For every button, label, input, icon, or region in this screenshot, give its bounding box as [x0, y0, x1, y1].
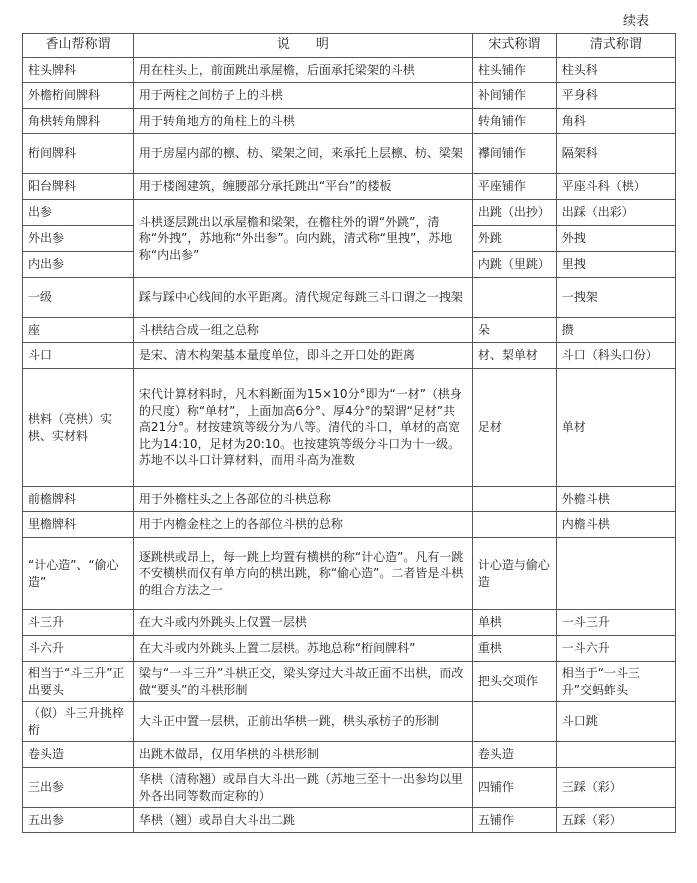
table-row [23, 538, 676, 610]
song-term-cell: 转角铺作 [472, 109, 556, 134]
description-cell: 在大斗或内外跳头上仅置一层栱 [133, 610, 472, 636]
description-cell: 用于楼阁建筑，缠腰部分承托跳出“平台”的楼板 [133, 174, 472, 200]
qing-term-cell: 相当于“一斗三升”交蚂蚱头 [556, 662, 675, 702]
table-row [23, 487, 676, 512]
xiangshan-term-cell: 一级 [23, 278, 134, 318]
xiangshan-term-cell: 前檐牌科 [23, 487, 134, 512]
xiangshan-term-cell: 相当于“斗三升”正出要头 [23, 662, 134, 702]
qing-term-cell: 外拽 [556, 226, 675, 252]
bracket-terminology-table [22, 33, 676, 833]
song-term-cell [472, 512, 556, 538]
song-term-cell: 平座铺作 [472, 174, 556, 200]
qing-term-cell: 平座斗科（栱） [556, 174, 675, 200]
description-cell: 在大斗或内外跳头上置二层栱。苏地总称“桁间牌科” [133, 636, 472, 662]
table-row [23, 636, 676, 662]
xiangshan-term-cell: 柱头牌科 [23, 58, 134, 83]
xiangshan-term-cell: 阳台牌科 [23, 174, 134, 200]
song-term-cell: 补间铺作 [472, 83, 556, 109]
description-cell: 用于两柱之间枋子上的斗栱 [133, 83, 472, 109]
description-cell: 大斗正中置一层栱，正前出华栱一跳，栱头承枋子的形制 [133, 702, 472, 742]
table-row [23, 109, 676, 134]
qing-term-cell: 出踩（出彩） [556, 200, 675, 226]
table-row [23, 808, 676, 833]
description-cell: 斗栱逐层跳出以承屋檐和梁架，在檐柱外的谓“外跳”，清称“外拽”，苏地称“外出参”。向内跳，清式称“里拽”，苏地称“内出参” [133, 200, 472, 278]
table-row [23, 702, 676, 742]
description-cell: 华栱（清称翘）或昂自大斗出一跳（苏地三至十一出参均以里外各出同等数而定称的） [133, 768, 472, 808]
xiangshan-term-cell: 外出参 [23, 226, 134, 252]
qing-term-cell [556, 538, 675, 610]
xiangshan-term-cell: 座 [23, 318, 134, 343]
qing-term-cell: 平身科 [556, 83, 675, 109]
qing-term-cell: 斗口跳 [556, 702, 675, 742]
qing-term-cell: 外檐斗栱 [556, 487, 675, 512]
description-cell: 斗栱结合成一组之总称 [133, 318, 472, 343]
description-cell: 用于房屋内部的檩、枋、梁架之间，来承托上层檩、枋、梁架 [133, 134, 472, 174]
description-cell: 踩与踩中心线间的水平距离。清代规定每跳三斗口谓之一拽架 [133, 278, 472, 318]
qing-term-cell: 一拽架 [556, 278, 675, 318]
xiangshan-term-cell: （似）斗三升挑梓桁 [23, 702, 134, 742]
table-row [23, 318, 676, 343]
description-cell: 梁与“一斗三升”斗栱正交，梁头穿过大斗故正面不出栱，而改做“要头”的斗栱形制 [133, 662, 472, 702]
song-term-cell [472, 487, 556, 512]
table-row [23, 768, 676, 808]
description-cell: 用于转角地方的角柱上的斗栱 [133, 109, 472, 134]
header-description: 说 明 [133, 34, 472, 58]
song-term-cell [472, 702, 556, 742]
xiangshan-term-cell: 内出参 [23, 252, 134, 278]
qing-term-cell: 攒 [556, 318, 675, 343]
table-row [23, 369, 676, 487]
song-term-cell: 计心造与偷心造 [472, 538, 556, 610]
description-cell: 用于内檐金柱之上的各部位斗栱的总称 [133, 512, 472, 538]
song-term-cell: 朵 [472, 318, 556, 343]
song-term-cell: 五铺作 [472, 808, 556, 833]
xiangshan-term-cell: 斗口 [23, 343, 134, 369]
xiangshan-term-cell: 斗六升 [23, 636, 134, 662]
song-term-cell: 重栱 [472, 636, 556, 662]
xiangshan-term-cell: 栱料（亮栱）实栱、实材料 [23, 369, 134, 487]
song-term-cell: 四铺作 [472, 768, 556, 808]
xiangshan-term-cell: 外檐桁间牌科 [23, 83, 134, 109]
song-term-cell: 材、栔单材 [472, 343, 556, 369]
table-row [23, 134, 676, 174]
table-row [23, 200, 676, 226]
header-song-term: 宋式称谓 [472, 34, 556, 58]
xiangshan-term-cell: 三出参 [23, 768, 134, 808]
qing-term-cell: 一斗六升 [556, 636, 675, 662]
xiangshan-term-cell: 出参 [23, 200, 134, 226]
table-row [23, 610, 676, 636]
description-cell: 是宋、清木构架基本量度单位，即斗之开口处的距离 [133, 343, 472, 369]
table-header-row [23, 34, 676, 58]
header-xiangshan-term: 香山帮称谓 [23, 34, 134, 58]
xiangshan-term-cell: 斗三升 [23, 610, 134, 636]
continued-table-label: 续表 [622, 14, 649, 29]
song-term-cell [472, 278, 556, 318]
description-cell: 逐跳栱或昂上，每一跳上均置有横栱的称“计心造”。凡有一跳不安横栱而仅有单方向的栱出跳，称“偷心造”。二者皆是斗栱的组合方法之一 [133, 538, 472, 610]
song-term-cell: 足材 [472, 369, 556, 487]
qing-term-cell: 斗口（科头口份） [556, 343, 675, 369]
description-cell: 宋代计算材料时，凡木料断面为15×10分°即为“一材”（栱身的尺度）称“单材”，上面加高6分°、厚4分°的栔谓“足材”共高21分°。材按建筑等级分为八等。清代的斗口，单材的高宽比为14:10，足材为20:10。也按建筑等级分斗口为十一级。苏地不以斗口计算材料，而用斗高为准数 [133, 369, 472, 487]
qing-term-cell: 一斗三升 [556, 610, 675, 636]
table-row [23, 662, 676, 702]
song-term-cell: 出跳（出抄） [472, 200, 556, 226]
qing-term-cell: 三踩（彩） [556, 768, 675, 808]
song-term-cell: 把头交项作 [472, 662, 556, 702]
qing-term-cell [556, 742, 675, 768]
table-row [23, 83, 676, 109]
description-cell: 华栱（翘）或昂自大斗出二跳 [133, 808, 472, 833]
song-term-cell: 外跳 [472, 226, 556, 252]
description-cell: 用在柱头上，前面跳出承屋檐，后面承托梁架的斗栱 [133, 58, 472, 83]
description-cell: 用于外檐柱头之上各部位的斗栱总称 [133, 487, 472, 512]
qing-term-cell: 隔架科 [556, 134, 675, 174]
qing-term-cell: 单材 [556, 369, 675, 487]
header-qing-term: 清式称谓 [556, 34, 675, 58]
xiangshan-term-cell: 桁间牌科 [23, 134, 134, 174]
song-term-cell: 襻间铺作 [472, 134, 556, 174]
qing-term-cell: 五踩（彩） [556, 808, 675, 833]
xiangshan-term-cell: “计心造”、“偷心造” [23, 538, 134, 610]
table-row [23, 343, 676, 369]
qing-term-cell: 柱头科 [556, 58, 675, 83]
qing-term-cell: 里拽 [556, 252, 675, 278]
qing-term-cell: 角科 [556, 109, 675, 134]
xiangshan-term-cell: 卷头造 [23, 742, 134, 768]
xiangshan-term-cell: 里檐牌科 [23, 512, 134, 538]
table-row [23, 278, 676, 318]
table-row [23, 742, 676, 768]
song-term-cell: 内跳（里跳） [472, 252, 556, 278]
table-row [23, 512, 676, 538]
table-row [23, 174, 676, 200]
table-row [23, 58, 676, 83]
xiangshan-term-cell: 五出参 [23, 808, 134, 833]
song-term-cell: 柱头铺作 [472, 58, 556, 83]
song-term-cell: 单栱 [472, 610, 556, 636]
xiangshan-term-cell: 角栱转角牌科 [23, 109, 134, 134]
song-term-cell: 卷头造 [472, 742, 556, 768]
qing-term-cell: 内檐斗栱 [556, 512, 675, 538]
description-cell: 出跳木做昂，仅用华栱的斗栱形制 [133, 742, 472, 768]
